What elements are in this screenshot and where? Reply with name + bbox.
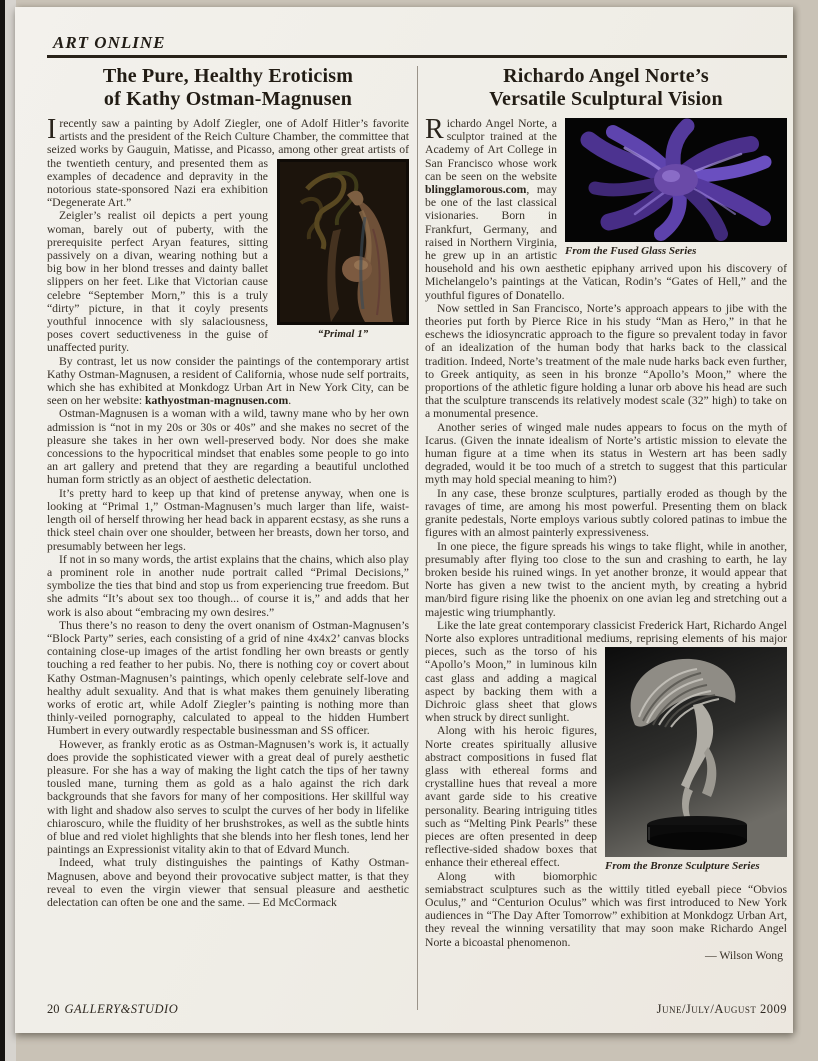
page-number: 20	[47, 1002, 60, 1016]
bronze-sculpture-image	[605, 647, 787, 857]
text-run: Along with biomorphic semiabstract sculptures such as the wittily titled eyeball piece “Obvios Oculus,” and “Centurion Oculus” which was first introduced to New York audiences in “The Day After Tomorrow” exhibition at Monkdogz Urban Art, they reveal the winning versatility that may soon make Richardo Angel Norte a bicoastal phenomenon.	[425, 869, 787, 949]
paragraph	[47, 619, 409, 738]
paragraph	[47, 856, 409, 909]
text-run: recently saw a painting by Adolf Ziegler, one of Adolf Hitler’s favorite artists and the president of the Reich Culture Chamber, the committee that seized works by Gauguin, Matisse, and Picasso, among other great artists of the twentieth century, and presented	[47, 117, 409, 170]
paragraph	[47, 553, 409, 619]
right-article-title	[425, 65, 787, 110]
text-run: Now settled in San Francisco, Norte’s approach appears to jibe with the theories put forth by Pierce Rice in his study “Man as Hero,” in that he eschews the idiosyncratic approach to the figure so prevalent today in favor of an idealization of the human body that harks back to the classical tradition. Indeed, Norte’s treatment of the male nude harks back even further, to Greek antiquity, as seen in his bronze “Apollo’s Moon,” where the proportions of the athletic figure holding a lunar orb above his head are such that the sculpture transcends its relatively modest scale (32” high) to take on a monumental presence.	[425, 301, 787, 421]
text-run: .	[288, 394, 292, 408]
paragraph	[425, 421, 787, 487]
primal-1-caption: “Primal 1”	[317, 327, 369, 340]
article-ostman-magnusen	[47, 64, 409, 1016]
text-run: of his major pieces, such as the torso of his “Apollo’s Moon,” in luminous kiln cast glass and adding a magical aspect by backing them with a Dichroic glass sheet that glows when struck by direct sunlight.	[425, 631, 787, 725]
title-line: The Pure, Healthy Eroticism	[102, 65, 354, 87]
two-column-layout	[47, 64, 787, 1016]
text-run: — Wilson Wong	[704, 948, 783, 962]
text-run: Indeed, what truly distinguishes the paintings of Kathy Ostman-Magnusen, above and beyond their provocative subject matter, is that they reveal to even the virgin viewer that sensual pleasure and aesthetic delectation can often be one and the same. — Ed McCormack	[47, 856, 409, 909]
text-run: By contrast, let us now consider the paintings of the contemporary artist Kathy Ostman-Magnusen, a resident of California, whose nude self portraits, which she has exhibited at Monkdogz Urban Art in New York City, can be seen on her website:	[47, 354, 409, 408]
title-line: of Kathy Ostman-Magnusen	[103, 87, 353, 110]
text-run: Thus there’s no reason to deny the overt onanism of Ostman-Magnusen’s “Block Party” series, each consisting of a grid of nine 4x4x2’ canvas blocks containing close-up images of the artist fondling her own breasts or gently touching a red feather to her pubis. No, there is nothing coy or covert about Kathy Ostman-Magnusen’s paintings, which openly celebrate self-love and healthy adult sexuality. And that is what makes them genuinely liberating works of erotic art, while Adolf Ziegler’s painting is nothing more than thinly-veiled pornography, calculated to appeal to the hidden Humbert Humbert in every outwardly respectable businessman and SS officer.	[47, 618, 409, 738]
magazine-page	[15, 7, 793, 1033]
header-rule	[47, 55, 787, 58]
text-run: It’s pretty hard to keep up that kind of pretense anyway, when one is looking at “Primal 1,” Ostman-Magnusen’s much larger than life, waist-length oil of herself throwing her head back in apparent ecstasy, as she runs a thick steel chain over one shoulder, between her breasts, down her torso, and presumably between her legs.	[47, 486, 409, 553]
website-kathyostman: kathyostman-magnusen.com	[145, 394, 289, 408]
section-header	[47, 33, 787, 58]
section-label: ART ONLINE	[53, 33, 166, 52]
footer-left	[47, 1002, 178, 1017]
magazine-name: GALLERY&STUDIO	[64, 1002, 179, 1016]
text-run: Another series of winged male nudes appears to focus on the myth of Icarus. (Given the innate idealism of Norte’s artistic mission to elevate the human figure at a time when its status in Western art has been sadly degraded, would it be too much of a stretch to suggest that this particular myth may hold special meaning to him?)	[425, 420, 787, 487]
text-run: In any case, these bronze sculptures, partially eroded as though by the ravages of time, are among his most powerful. Presenting them on black granite pedestals, Norte employs various subtly colored patinas to imbue the figures with an almost painterly expressiveness.	[425, 486, 787, 540]
page-footer	[47, 1002, 787, 1017]
text-run: Along with his heroic figures, Norte creates spiritually allusive abstract compositions in fused flat glass with ethereal forms and crystalline hues that reveal a more avant garde side to his creative personality. Bearing intriguing titles such as “Melting Pink Pearls” these pieces are often presented in deep reflective-sided shadow boxes that enhance their ethereal effect.	[425, 724, 597, 870]
text-run: them as examples of decadence and depravity in the notorious state-sponsored Nazi era exhibition “Degenerate Art.”	[47, 156, 269, 210]
primal-1-image	[277, 159, 409, 325]
left-article-title	[47, 65, 409, 110]
text-run: Zeigler’s realist oil depicts a pert young woman, barely out of puberty, with the prerequisite perfect Aryan features, sitting passively on a divan, wearing nothing but a big bow in her blond tresses and dainty ballet slippers on her feet. Like that Victorian cause celebre “September Morn,” this is a truly “dirty” picture, in that it coyly presents youthful innocence with sly salaciousness, poses covert seductiveness in the guise of unaffected purity.	[47, 209, 268, 355]
fused-glass-image	[565, 118, 787, 242]
text-run: ichardo Angel Norte, a sculptor trained at the Academy of Art College in San Francisco whose work can be seen on the website	[425, 117, 557, 183]
paragraph	[47, 487, 409, 553]
bronze-sculpture-caption: From the Bronze Sculpture Series	[605, 860, 760, 873]
primal-1-figure	[277, 159, 409, 341]
paragraph	[47, 407, 409, 486]
text-run: Ostman-Magnusen is a woman with a wild, tawny mane who by her own admission is “not in my 20s or 30s or 40s” and she makes no secret of the pleasure she takes in her own well-preserved body. Nor does she make concessions to the hypocritical mindset that enables some people to go into an art gallery and pretend that they are regarding a beautiful unclothed human form strictly as an object of aesthetic delectation.	[47, 407, 409, 487]
paragraph	[425, 114, 787, 302]
website-blingglamorous: blingglamorous.com	[425, 183, 527, 197]
paragraph	[425, 302, 787, 421]
dropcap: I	[47, 114, 57, 145]
text-run: Like the late great contemporary classicist Frederick Hart, Richardo Angel Norte also explores untraditional mediums, reprising elements	[425, 618, 787, 645]
column-divider	[417, 66, 418, 1010]
fused-glass-caption: From the Fused Glass Series	[565, 245, 697, 257]
text-run: , may be one of the last classical visionaries. Born in Frankfurt, Germany, and raised in Northern Virginia, he grew up in an artistic household and his own aesthetic epiphany arrived upon his discovery of Michelangelo’s paintings at the Vatican, Rodin’s “Gates of Hell,” and the youthful figures of Donatello.	[425, 183, 787, 302]
text-run: However, as frankly erotic as as Ostman-Magnusen’s work is, it actually does provide the sophisticated viewer with a great deal of purely aesthetic pleasure. For she has a way of making the light catch the tips of her tawny tousled mane, turning them as gold as a halo against the rich dark backgrounds that she favors for many of her compositions. Her skillful way with light and shadow also serves to sculpt the curves of her body in lifelike chiaroscuro, while the fluidity of her brushstrokes, as well as the subtle hints of blue and red violet highlights that she blends into her flesh tones, lend her paintings an Expressionist vitality akin to that of Edvard Munch.	[47, 737, 409, 857]
fused-glass-figure	[565, 118, 787, 258]
byline-wilson-wong	[425, 949, 787, 962]
paragraph	[47, 355, 409, 408]
issue-date: June/July/August 2009	[656, 1002, 787, 1016]
paragraph	[425, 540, 787, 619]
title-line: Richardo Angel Norte’s	[503, 65, 709, 87]
dropcap: R	[425, 114, 444, 145]
paragraph	[425, 870, 787, 949]
paragraph	[47, 738, 409, 857]
bronze-sculpture-figure	[605, 647, 787, 873]
paragraph	[425, 487, 787, 540]
text-run: If not in so many words, the artist explains that the chains, which also play a prominent role in another nude portrait called “Primal Decisions,” symbolize the ties that bind and stop us from experiencing true freedom. But she admits “It’s about sex too though... of course it is,” and adds that her work is also about “embracing my own desires.”	[47, 552, 409, 619]
title-line: Versatile Sculptural Vision	[489, 87, 723, 110]
text-run: In one piece, the figure spreads his wings to take flight, while in another, presumably after flying too close to the sun and crashing to earth, he lay broken beside his ruined wings. In yet another bronze, it would appear that Norte has given a new twist to the ancient myth, by creating a hybrid man/bird figure rising like the phoenix on one avian leg and stretching out a majestic wing triumphantly.	[425, 539, 787, 619]
article-norte	[425, 64, 787, 1016]
